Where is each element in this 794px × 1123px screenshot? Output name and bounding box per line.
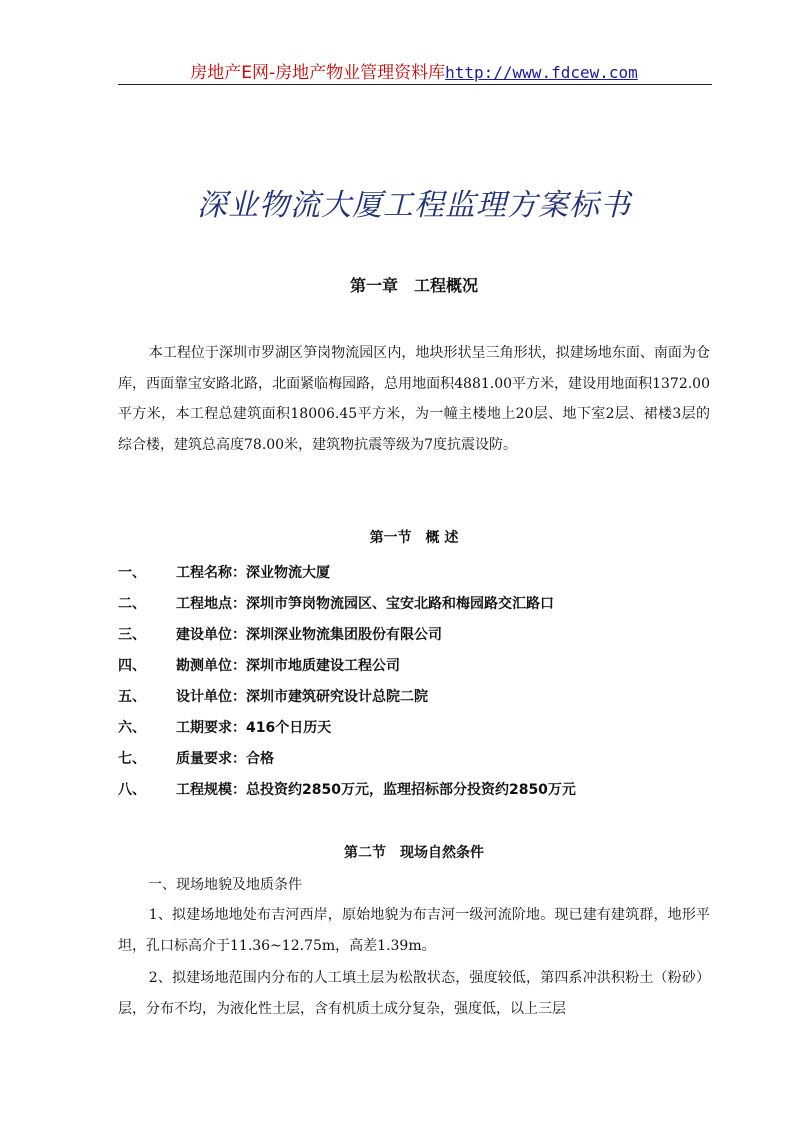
section2-subheading: 一、现场地貌及地质条件 bbox=[148, 877, 302, 893]
list-item bbox=[118, 558, 710, 589]
list-item bbox=[118, 744, 710, 775]
header-url-link[interactable]: http://www.fdcew.com bbox=[445, 63, 638, 82]
list-item-number: 五、 bbox=[118, 689, 146, 705]
list-item-text: 设计单位：深圳市建筑研究设计总院二院 bbox=[176, 689, 428, 705]
list-item bbox=[118, 620, 710, 651]
list-item-text: 工程地点：深圳市笋岗物流园区、宝安北路和梅园路交汇路口 bbox=[176, 596, 554, 612]
section2-paragraph-2: 2、拟建场地范围内分布的人工填土层为松散状态，强度较低，第四系冲洪积粉土（粉砂）层，分布不均，为液化性土层，含有机质土成分复杂，强度低，以上三层 bbox=[118, 970, 710, 1017]
section2-heading: 第二节 现场自然条件 bbox=[344, 845, 484, 861]
list-item-text: 工期要求：416个日历天 bbox=[176, 720, 332, 736]
list-item-number: 一、 bbox=[118, 565, 146, 581]
list-item-number: 六、 bbox=[118, 720, 146, 736]
intro-paragraph: 本工程位于深圳市罗湖区笋岗物流园区内，地块形状呈三角形状，拟建场地东面、南面为仓库，西面靠宝安路北路，北面紧临梅园路，总用地面积4881.00平方米，建设用地面积1372.00平方米，本工程总建筑面积18006.45平方米，为一幢主楼地上20层、地下室2层、裙楼3层的综合楼，建筑总高度78.00米，建筑物抗震等级为7度抗震设防。 bbox=[118, 345, 710, 453]
overview-list bbox=[118, 558, 710, 806]
section1-heading: 第一节 概 述 bbox=[369, 530, 459, 546]
page-header bbox=[118, 58, 710, 83]
list-item-number: 四、 bbox=[118, 658, 146, 674]
section2-paragraph-1: 1、拟建场地地处布吉河西岸，原始地貌为布吉河一级河流阶地。现已建有建筑群，地形平坦，孔口标高介于11.36~12.75m，高差1.39m。 bbox=[118, 907, 710, 954]
header-site-name: 房地产E网-房地产物业管理资料库 bbox=[190, 63, 446, 83]
list-item bbox=[118, 713, 710, 744]
document-title: 深业物流大厦工程监理方案标书 bbox=[197, 188, 631, 223]
list-item-text: 建设单位：深圳深业物流集团股份有限公司 bbox=[176, 627, 442, 643]
list-item-text: 工程名称：深业物流大厦 bbox=[176, 565, 330, 581]
list-item-number: 八、 bbox=[118, 782, 146, 798]
list-item bbox=[118, 651, 710, 682]
list-item-text: 质量要求：合格 bbox=[176, 751, 274, 767]
list-item-number: 七、 bbox=[118, 751, 146, 767]
list-item-text: 勘测单位：深圳市地质建设工程公司 bbox=[176, 658, 400, 674]
list-item-number: 三、 bbox=[118, 627, 146, 643]
list-item bbox=[118, 775, 710, 806]
list-item bbox=[118, 589, 710, 620]
list-item bbox=[118, 682, 710, 713]
list-item-text: 工程规模：总投资约2850万元，监理招标部分投资约2850万元 bbox=[176, 782, 576, 798]
header-divider bbox=[118, 84, 712, 85]
chapter-heading: 第一章 工程概况 bbox=[349, 276, 478, 295]
list-item-number: 二、 bbox=[118, 596, 146, 612]
